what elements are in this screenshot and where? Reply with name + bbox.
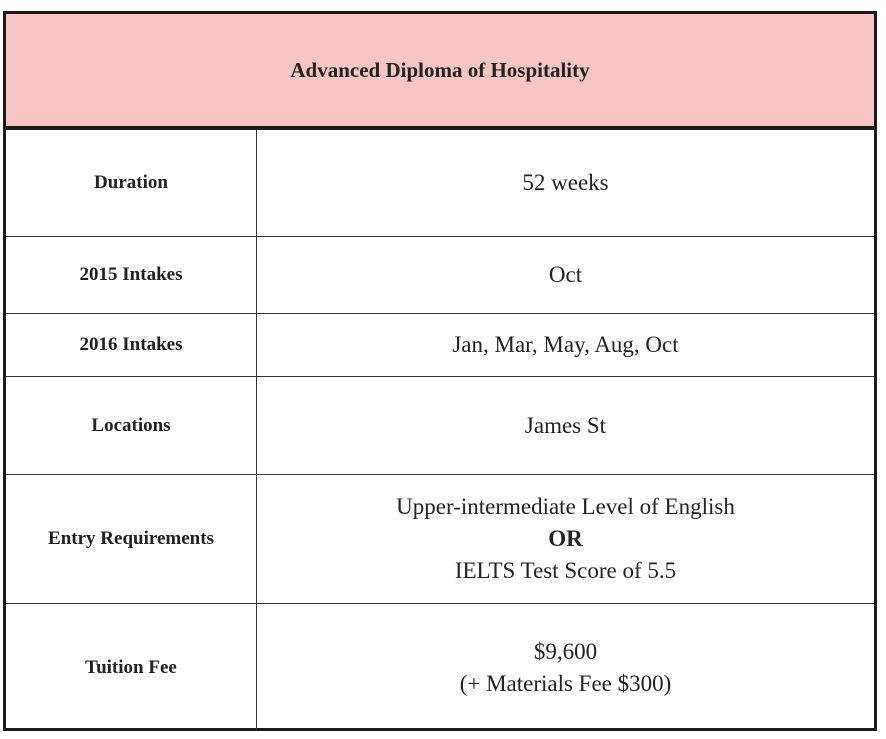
entry-requirement-line: Upper-intermediate Level of English [396,494,735,519]
duration-value: 52 weeks [522,170,609,195]
row-label: Locations [6,377,257,474]
locations-value: James St [524,412,607,438]
row-label: Tuition Fee [6,604,257,731]
entry-requirement-line: IELTS Test Score of 5.5 [454,558,677,583]
entry-requirement-or: OR [548,526,583,551]
intakes-2016-value: Jan, Mar, May, Aug, Oct [452,332,679,357]
row-value [257,377,874,474]
table-body [6,130,874,728]
row-value [257,475,874,603]
intakes-2015-value: Oct [548,262,583,287]
table-row-2015-intakes [6,237,874,314]
row-value [257,237,874,313]
row-label: Entry Requirements [6,475,257,603]
tuition-fee-amount: $9,600 [533,638,598,664]
course-info-table [3,11,877,731]
materials-fee: (+ Materials Fee $300) [459,670,672,696]
row-value [257,130,874,236]
table-row-duration [6,130,874,237]
row-value [257,314,874,376]
row-label: 2016 Intakes [6,314,257,376]
table-row-entry-requirements [6,475,874,604]
row-value [257,604,874,731]
table-title: Advanced Diploma of Hospitality [6,14,874,130]
table-row-2016-intakes [6,314,874,377]
table-row-locations [6,377,874,475]
row-label: Duration [6,130,257,236]
row-label: 2015 Intakes [6,237,257,313]
table-row-tuition-fee [6,604,874,731]
